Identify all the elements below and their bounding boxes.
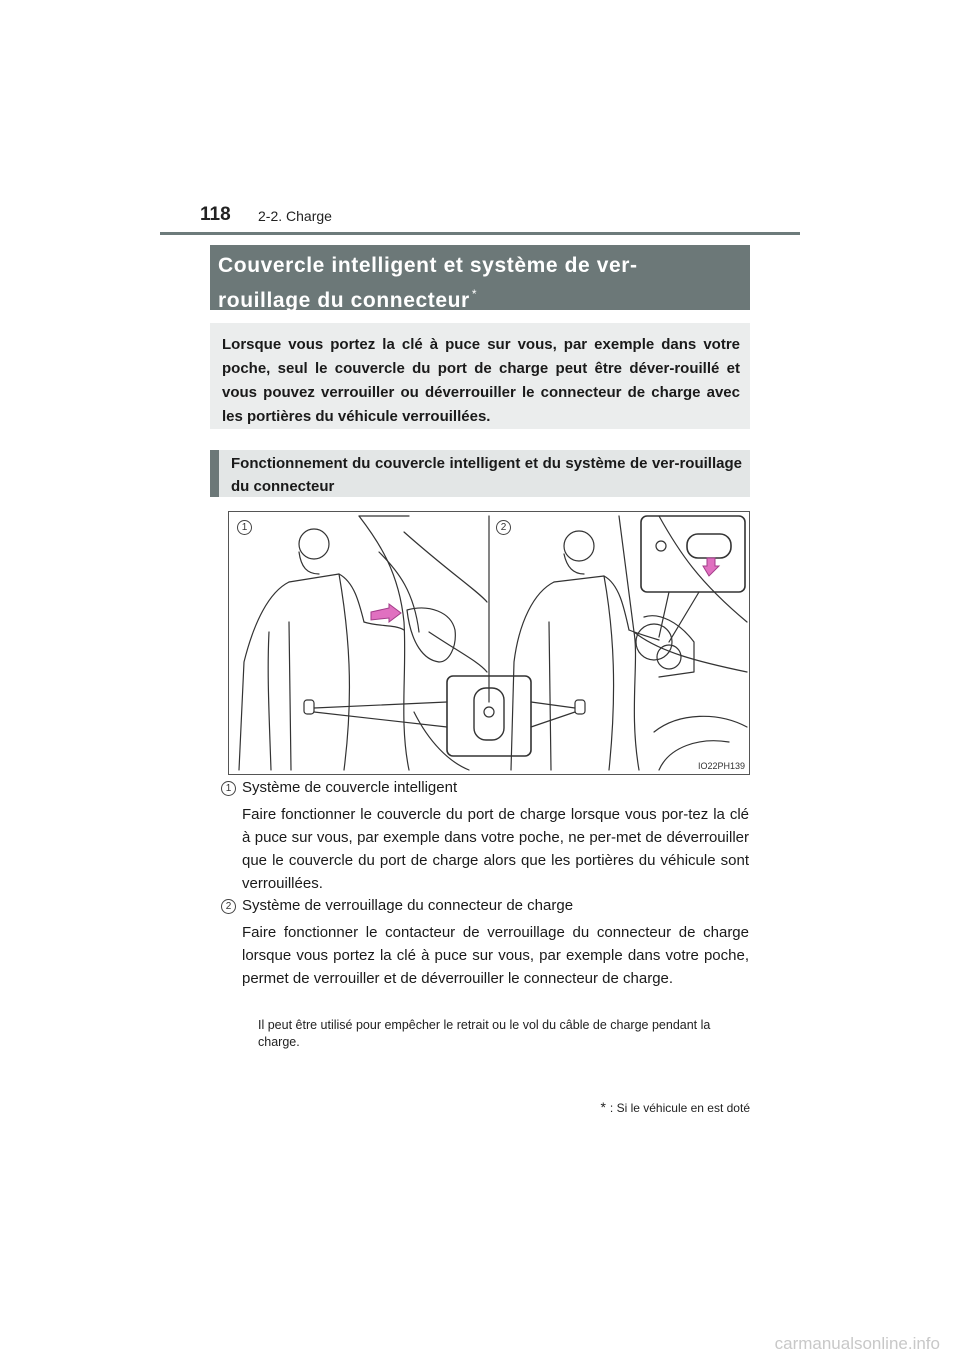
figure-code: IO22PH139 [697, 761, 745, 771]
item-1-title: Système de couvercle intelligent [242, 779, 458, 796]
section-label: 2-2. Charge [258, 208, 332, 224]
item-2-body: Faire fonctionner le contacteur de verrouillage du connecteur de charge lorsque vous portez la clé à puce sur vous, par exemple dans votre poche, permet de verrouiller et de déverrouiller le connecteur de charge. [242, 924, 749, 987]
title-line-1: Couvercle intelligent et système de ver- [218, 254, 638, 277]
footnote [600, 1099, 750, 1115]
optional-marker: * [471, 287, 478, 301]
figure-callout-1: 1 [237, 520, 252, 535]
footnote-marker: * [600, 1099, 606, 1115]
watermark: carmanualsonline.info [774, 1334, 940, 1353]
subheading: Fonctionnement du couvercle intelligent et du système de ver-rouillage du connecteur [231, 455, 742, 495]
note-text: Il peut être utilisé pour empêcher le retrait ou le vol du câble de charge pendant la charge. [258, 1018, 711, 1049]
item-1-body: Faire fonctionner le couvercle du port de charge lorsque vous por-tez la clé à puce sur vous, par exemple dans votre poche, ne per-met de déverrouiller que le couvercle du port de charge alors que les portières du véhicule sont verrouillées. [242, 806, 749, 892]
figure-callout-2: 2 [496, 520, 511, 535]
intro-text: Lorsque vous portez la clé à puce sur vous, par exemple dans votre poche, seul le couvercle du port de charge peut être déver-rouillé et vous pouvez verrouiller ou déverrouiller le connecteur de charge avec les portières du véhicule verrouillées. [222, 336, 740, 425]
page-number: 118 [200, 204, 231, 225]
illustration [228, 511, 750, 775]
title-line-2: rouillage du connecteur [218, 289, 470, 312]
header-divider [160, 232, 800, 235]
footnote-text: : Si le véhicule en est doté [609, 1101, 750, 1115]
subheading-box [210, 450, 750, 497]
intro-box [210, 323, 750, 429]
item-2-title: Système de verrouillage du connecteur de charge [242, 897, 574, 914]
title-banner [210, 245, 750, 310]
page-title [218, 251, 742, 315]
item-1-number: 1 [221, 781, 236, 796]
illustration-drawing [229, 512, 749, 774]
item-2-number: 2 [221, 899, 236, 914]
